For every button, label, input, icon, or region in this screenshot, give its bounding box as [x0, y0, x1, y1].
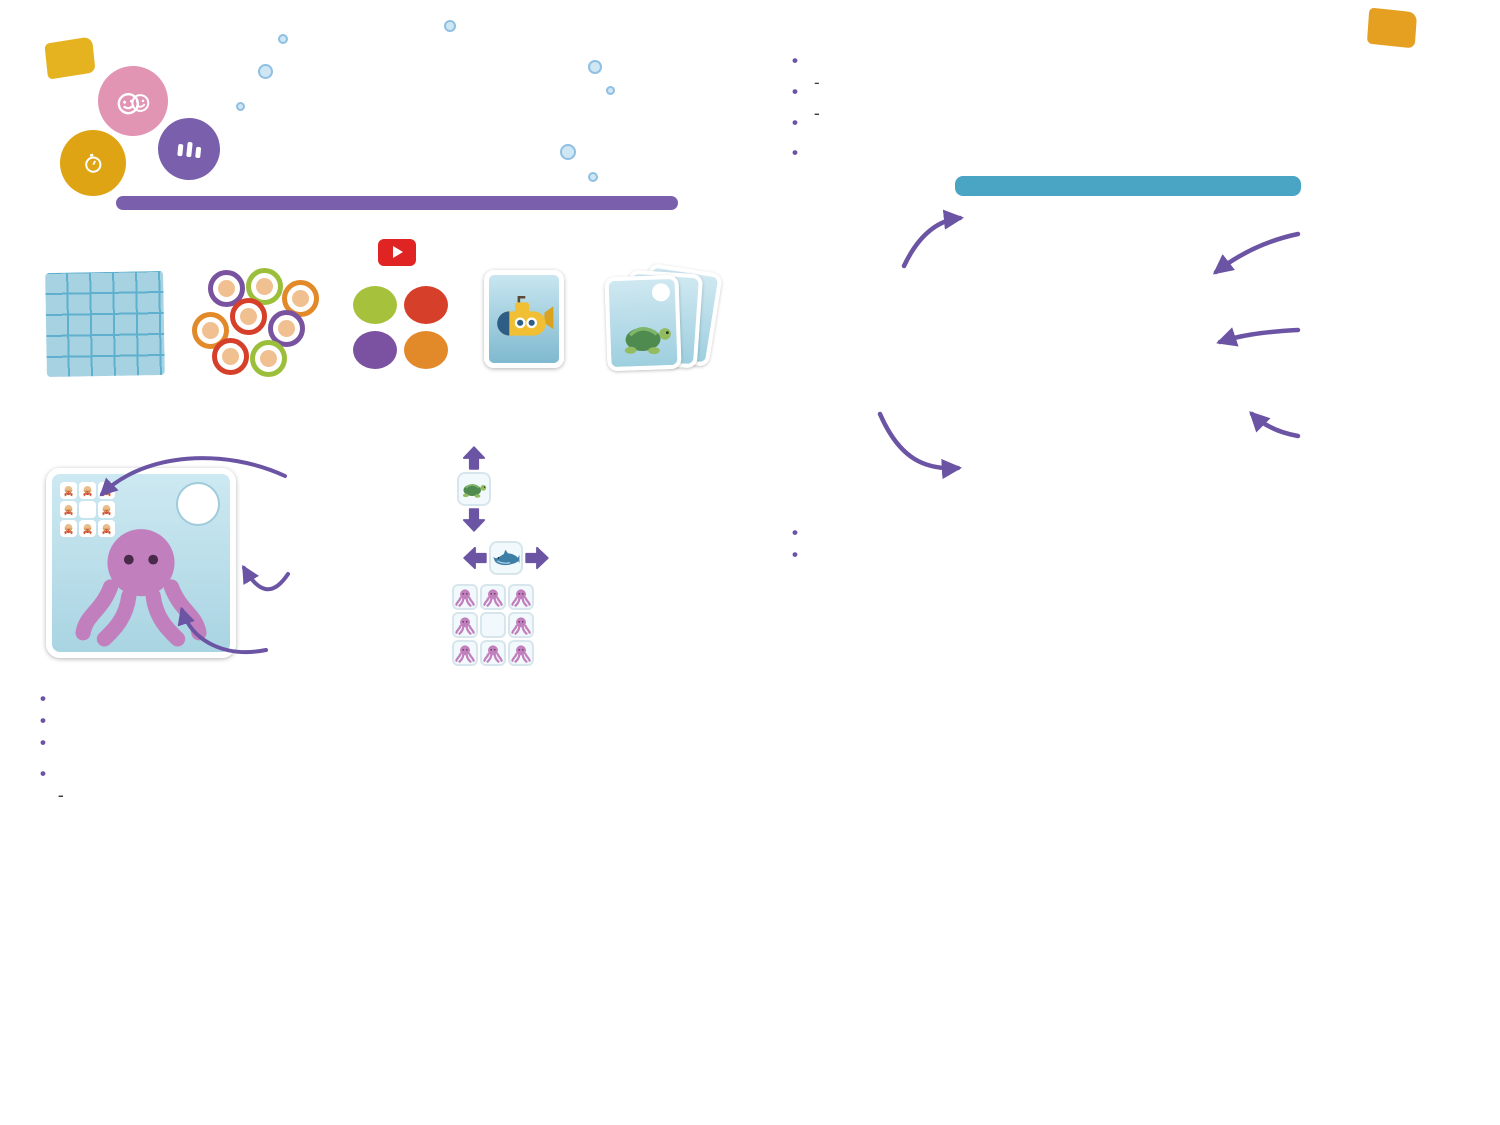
rule-turtle-column — [452, 446, 744, 532]
left-column — [40, 26, 746, 785]
right-column — [792, 50, 1468, 566]
players-icon — [115, 89, 152, 117]
bubble — [444, 20, 456, 32]
component-score — [344, 268, 456, 436]
bubble — [258, 64, 273, 79]
place-diver-lead — [792, 81, 1468, 103]
fr-flag-left — [44, 36, 95, 79]
card-explanation — [40, 446, 746, 678]
turtle-column-icon — [452, 446, 496, 532]
scoring-example — [792, 174, 1468, 512]
mise-item — [40, 688, 746, 710]
diver-count-paragraph — [792, 142, 1468, 164]
rule-octopus-around — [452, 584, 744, 666]
bubble — [278, 34, 288, 44]
bubble — [588, 172, 598, 182]
board-thumbnail — [45, 271, 165, 377]
diver-tokens-thumbnail — [180, 268, 330, 380]
score-effect-paragraph — [792, 112, 1468, 134]
component-submarine — [468, 268, 580, 436]
score-tokens-thumbnail — [344, 268, 456, 369]
rule-shark-row — [452, 541, 744, 575]
logo-line1 — [236, 9, 575, 39]
age-badge — [155, 115, 223, 183]
bubble — [560, 144, 576, 160]
mise-item — [40, 710, 746, 732]
youtube-row — [116, 239, 678, 266]
stopwatch-icon — [81, 151, 104, 174]
component-board — [42, 268, 168, 436]
youtube-play-icon — [378, 239, 416, 266]
components-row — [40, 268, 746, 436]
candles-icon — [177, 139, 202, 157]
tagline-banner — [116, 196, 678, 210]
turtle-icon — [618, 315, 675, 359]
mise-item — [40, 732, 746, 754]
component-divers — [180, 268, 332, 436]
diver-slot — [652, 283, 671, 302]
component-ocean-cards — [592, 268, 744, 436]
bubble — [606, 86, 615, 95]
players-badge — [93, 61, 172, 140]
component-label — [42, 384, 168, 404]
submarine-icon — [493, 296, 555, 342]
component-label — [468, 382, 580, 402]
fr-flag-right — [1367, 8, 1417, 49]
shark-row-icon — [452, 541, 560, 575]
ocean-cards-thumbnail — [592, 268, 742, 378]
component-label — [592, 380, 744, 400]
faq-item — [792, 544, 1468, 566]
octopus-icon — [66, 520, 216, 648]
bubble — [588, 60, 602, 74]
octopus-around-icon — [452, 584, 536, 666]
bubble — [236, 102, 245, 111]
place-card-lead — [792, 50, 1468, 72]
faq-item — [792, 522, 1468, 544]
component-label — [344, 380, 456, 400]
component-label — [180, 380, 332, 400]
turn-lead — [40, 763, 746, 785]
example-board — [955, 176, 1301, 196]
header — [40, 26, 746, 264]
example-ocean-card — [46, 468, 236, 658]
time-badge — [55, 125, 131, 201]
example-arrows — [792, 174, 1468, 512]
scoring-rules — [452, 446, 744, 675]
submarine-card-thumbnail — [484, 270, 564, 368]
logo-line2 — [207, 0, 546, 16]
